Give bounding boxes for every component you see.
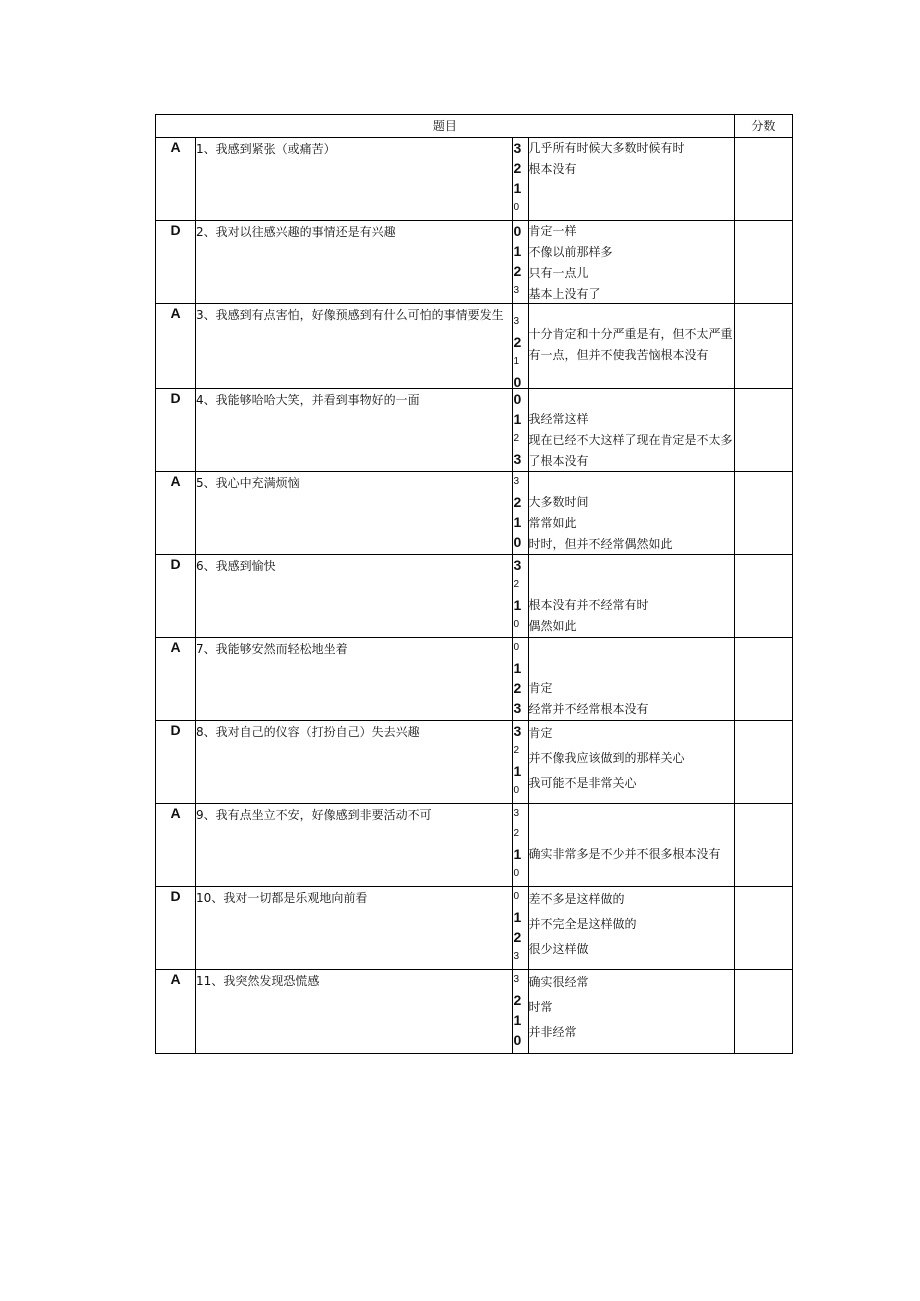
score-header: 分数 [734,115,792,138]
answer-option-text: 确实很经常 [528,975,589,989]
answer-option-text: 不像以前那样多 [528,245,613,259]
score-value: 2 [513,334,522,350]
answer-options [528,221,734,304]
score-value: 0 [513,534,522,550]
score-value: 3 [513,451,522,467]
answer-option-text: 时常 [528,1000,553,1014]
answer-option-text: 大多数时间 [528,495,589,509]
score-value: 2 [513,929,522,945]
dimension-tag: D [156,221,196,304]
answer-option-text: 偶然如此 [528,619,577,633]
dimension-tag: D [156,389,196,472]
score-value: 3 [513,476,520,487]
questionnaire-table [155,114,793,1054]
question-text: 2、我对以往感兴趣的事情还是有兴趣 [196,221,512,304]
score-value: 1 [513,660,522,676]
score-options [512,472,528,555]
score-value: 2 [513,992,522,1008]
question-text: 10、我对一切都是乐观地向前看 [196,887,512,970]
answer-option-text: 我可能不是非常关心 [528,776,637,790]
answer-option-text: 经常并不经常根本没有 [528,702,649,716]
question-text: 9、我有点坐立不安，好像感到非要活动不可 [196,804,512,887]
question-text: 8、我对自己的仪容（打扮自己）失去兴趣 [196,721,512,804]
question-text: 1、我感到紧张（或痛苦） [196,138,512,221]
header-row [156,115,793,138]
table-row [156,221,793,304]
score-options [512,804,528,887]
answer-options [528,638,734,721]
question-rows [156,138,793,1054]
answer-options [528,138,734,221]
score-value: 3 [513,316,520,327]
score-entry-cell[interactable] [734,638,792,721]
score-entry-cell[interactable] [734,221,792,304]
score-value: 1 [513,514,522,530]
table-row [156,389,793,472]
answer-option-text: 现在已经不大这样了现在肯定是不太多了根本没有 [528,433,733,468]
answer-option-text: 并非经常 [528,1025,577,1039]
score-options [512,138,528,221]
dimension-tag: A [156,472,196,555]
score-entry-cell[interactable] [734,389,792,472]
score-options [512,970,528,1054]
dimension-tag: A [156,970,196,1054]
score-value: 2 [513,263,522,279]
dimension-tag: A [156,138,196,221]
dimension-tag: D [156,721,196,804]
score-value: 3 [513,723,522,739]
answer-option-text: 常常如此 [528,516,577,530]
score-value: 1 [513,356,520,367]
score-value: 0 [513,642,520,653]
answer-option-text: 肯定一样 [528,224,577,238]
score-value: 0 [513,785,520,796]
score-value: 3 [513,951,520,962]
score-value: 0 [513,868,520,879]
score-options [512,221,528,304]
answer-option-text: 只有一点儿 [528,266,589,280]
score-entry-cell[interactable] [734,721,792,804]
answer-option-text: 差不多是这样做的 [528,892,625,906]
score-value: 1 [513,846,522,862]
score-value: 2 [513,745,520,756]
dimension-tag: A [156,804,196,887]
question-text: 3、我感到有点害怕，好像预感到有什么可怕的事情要发生 [196,304,512,389]
score-options [512,887,528,970]
answer-option-text: 根本没有并不经常有时 [528,598,649,612]
table-row [156,555,793,638]
answer-options [528,555,734,638]
answer-option-text: 时时，但并不经常偶然如此 [528,537,673,551]
score-value: 1 [513,763,522,779]
question-header: 题目 [156,115,735,138]
table-row [156,970,793,1054]
score-value: 3 [513,808,520,819]
score-entry-cell[interactable] [734,970,792,1054]
table-row [156,472,793,555]
score-entry-cell[interactable] [734,555,792,638]
score-value: 1 [513,243,522,259]
table-row [156,138,793,221]
score-value: 1 [513,597,522,613]
score-options [512,389,528,472]
score-value: 3 [513,285,520,296]
answer-option-text: 我经常这样 [528,412,589,426]
answer-options [528,804,734,887]
answer-options [528,721,734,804]
answer-option-text: 十分肯定和十分严重是有，但不太严重有一点，但并不使我苦恼根本没有 [528,327,733,362]
score-value: 3 [513,557,522,573]
score-value: 0 [513,374,522,388]
answer-option-text: 并不像我应该做到的那样关心 [528,751,685,765]
question-text: 7、我能够安然而轻松地坐着 [196,638,512,721]
answer-options [528,472,734,555]
table-row [156,804,793,887]
answer-option-text: 肯定 [528,726,553,740]
answer-option-text: 基本上没有了 [528,287,601,301]
dimension-tag: A [156,304,196,389]
score-value: 0 [513,223,522,239]
answer-option-text: 肯定 [528,681,553,695]
score-value: 2 [513,433,520,444]
table-row [156,638,793,721]
score-options [512,555,528,638]
answer-option-text: 确实非常多是不少并不很多根本没有 [528,847,721,861]
table-row [156,721,793,804]
score-value: 2 [513,579,520,590]
score-value: 2 [513,828,520,839]
table-row [156,304,793,389]
score-value: 1 [513,411,522,427]
answer-options [528,304,734,389]
table-row [156,887,793,970]
score-value: 0 [513,391,522,407]
score-value: 1 [513,909,522,925]
score-value: 0 [513,202,520,213]
question-text: 6、我感到愉快 [196,555,512,638]
score-entry-cell[interactable] [734,887,792,970]
score-value: 3 [513,974,520,985]
question-text: 5、我心中充满烦恼 [196,472,512,555]
answer-option-text: 根本没有 [528,162,577,176]
score-value: 1 [513,180,522,196]
score-value: 0 [513,891,520,902]
answer-options [528,887,734,970]
question-text: 11、我突然发现恐慌感 [196,970,512,1054]
dimension-tag: D [156,887,196,970]
answer-option-text: 很少这样做 [528,942,589,956]
score-options [512,638,528,721]
answer-options [528,389,734,472]
score-value: 2 [513,494,522,510]
dimension-tag: A [156,638,196,721]
score-entry-cell[interactable] [734,304,792,389]
score-value: 0 [513,1032,522,1048]
answer-option-text: 几乎所有时候大多数时候有时 [528,141,685,155]
score-entry-cell[interactable] [734,472,792,555]
score-value: 1 [513,1012,522,1028]
score-value: 3 [513,700,522,716]
score-value: 2 [513,680,522,696]
question-text: 4、我能够哈哈大笑，并看到事物好的一面 [196,389,512,472]
score-value: 0 [513,619,520,630]
answer-options [528,970,734,1054]
score-value: 3 [513,140,522,156]
score-entry-cell[interactable] [734,138,792,221]
answer-option-text: 并不完全是这样做的 [528,917,637,931]
score-options [512,721,528,804]
dimension-tag: D [156,555,196,638]
score-value: 2 [513,160,522,176]
score-entry-cell[interactable] [734,804,792,887]
score-options [512,304,528,389]
